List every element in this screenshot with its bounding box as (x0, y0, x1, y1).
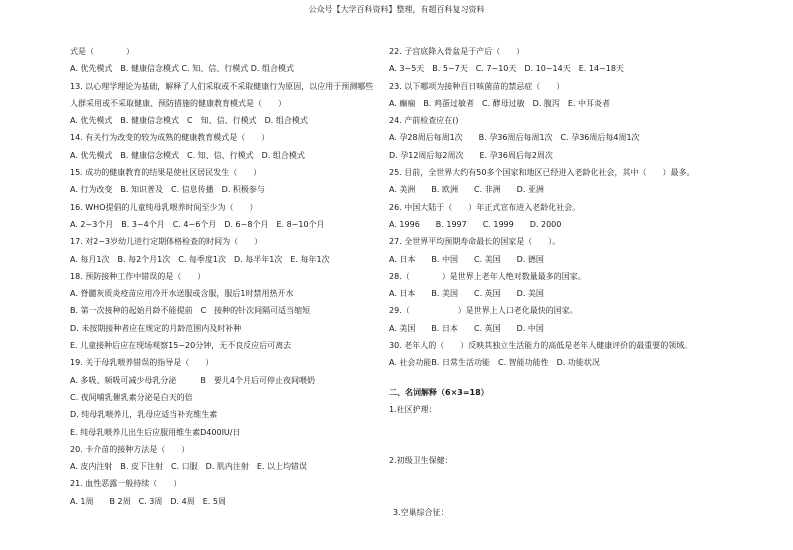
answer-space (389, 470, 729, 504)
question-line: A. 社会功能B. 日常生活功能 C. 智能功能性 D. 功能状况 (389, 358, 600, 368)
question-line: A. 优先模式 B. 健康信念模式 C. 知、信、行模式 D. 组合模式 (70, 64, 294, 74)
question-line: A. 日本 B. 美国 C. 英国 D. 美国 (389, 289, 544, 299)
question-line: A. 优先模式 B. 健康信念模式 C 知、信、行模式 D. 组合模式 (70, 116, 308, 126)
question-line: 24. 产前检查应在() (389, 116, 459, 126)
question-line: A. 孕28周后每周1次 B. 孕36周后每周1次 C. 孕36周后每4周1次 (389, 133, 640, 143)
right-column (389, 43, 729, 521)
question-line: 17. 对2~3岁幼儿进行定期体格检查的时间为（ ） (70, 237, 263, 247)
question-line: A. 1996 B. 1997 C. 1999 D. 2000 (389, 219, 562, 229)
question-line: 20. 卡介苗的接种方法是（ ） (70, 444, 190, 454)
question-line: 13. 以心理学理论为基础，解释了人们采取或不采取健康行为原因，以应用于预测哪些 (70, 81, 374, 91)
question-line: 23. 以下哪项为接种百日咳菌苗的禁忌症（ ） (389, 81, 565, 91)
question-line: D. 孕12周后每2周次 E. 孕36周后每2周次 (389, 150, 553, 160)
question-line: 16. WHO提倡的儿童纯母乳喂养时间至少为（ ） (70, 202, 258, 212)
question-line: D. 纯母乳喂养儿，乳母应适当补充维生素 (70, 410, 218, 420)
question-line: 14. 有关行为改变的较为成熟的健康教育模式是（ ） (70, 133, 270, 143)
question-line: 30. 老年人的（ ）反映其独立生活能力的高低是老年人健康评价的最重要的领域。 (389, 341, 693, 351)
question-line: A. 脊髓灰质炎疫苗应用冷开水送服或含服，服后1时禁用热开水 (70, 289, 294, 299)
question-line: A. 皮内注射 B. 皮下注射 C. 口服 D. 肌内注射 E. 以上均错误 (70, 462, 308, 472)
question-line: 26. 中国大陆于（ ）年正式宣布进入老龄化社会。 (389, 202, 581, 212)
question-line: E. 儿童接种后应在现场观察15~20分钟，无不良反应后可离去 (70, 341, 292, 351)
spacer (389, 372, 729, 384)
question-line: A. 癫痫 B. 鸡蛋过敏者 C. 酵母过敏 D. 腹泻 E. 中耳炎者 (389, 98, 611, 108)
question-line: C. 夜间哺乳催乳素分泌是白天的倍 (70, 392, 193, 402)
section-title: 二、名词解释（6×3=18） (389, 387, 489, 397)
question-line: 18. 预防接种工作中错误的是（ ） (70, 271, 206, 281)
question-line: 29.（ ）是世界上人口老化最快的国家。 (389, 306, 578, 316)
question-line: A. 优先模式 B. 健康信念模式 C. 知、信、行模式 D. 组合模式 (70, 150, 305, 160)
right-question-lines (389, 43, 729, 372)
question-line: A. 2~3个月 B. 3~4个月 C. 4~6个月 D. 6~8个月 E. 8~10个月 (70, 219, 325, 229)
question-line: 15. 成功的健康教育的结果是使社区居民发生（ ） (70, 168, 262, 178)
question-line: 22. 子宫底降入骨盆是于产后（ ） (389, 47, 525, 56)
question-line: 人群采用或不采取健康、预防措施的健康教育模式是（ ） (70, 98, 286, 108)
question-line: A. 美洲 B. 欧洲 C. 非洲 D. 亚洲 (389, 185, 544, 195)
question-line: A. 1周 B 2周 C. 3周 D. 4周 E. 5周 (70, 496, 226, 506)
question-line: B. 第一次接种的起始月龄不能提前 C 接种的针次间隔可适当缩短 (70, 306, 311, 316)
term-item: 2.初级卫生保健： (389, 456, 453, 466)
question-line: A. 美国 B. 日本 C. 英国 D. 中国 (389, 323, 544, 333)
term-item: 3.空巢综合征： (393, 507, 449, 517)
question-line: 式是（ ） (70, 47, 134, 56)
term-item: 1.社区护理： (389, 404, 437, 414)
question-line: 21. 血性恶露一般持续（ ） (70, 479, 182, 489)
page-header: 公众号【大学百科资料】整理，有超百科复习资料 (308, 5, 485, 14)
question-line: A. 行为改变 B. 知识普及 C. 信息传播 D. 积极参与 (70, 185, 265, 195)
question-line: 27. 全世界平均预期寿命最长的国家是（ ）。 (389, 237, 561, 247)
question-line: 28.（ ）是世界上老年人绝对数量最多的国家。 (389, 271, 586, 281)
answer-space (389, 418, 729, 452)
question-line: D. 未按期接种者应在规定的月龄范围内及时补种 (70, 323, 242, 333)
question-line: A. 日本 B. 中国 C. 美国 D. 德国 (389, 254, 544, 264)
question-line: A. 3~5天 B. 5~7天 C. 7~10天 D. 10~14天 E. 14~18天 (389, 64, 624, 74)
question-line: 25. 目前，全世界大约有50多个国家和地区已经进入老龄化社会，其中（ ）最多。 (389, 168, 695, 178)
question-line: A. 每月1次 B. 每2个月1次 C. 每季度1次 D. 每半年1次 E. 每年1次 (70, 254, 330, 264)
question-line: 19. 关于母乳喂养错误的指导是（ ） (70, 358, 214, 368)
question-line: E. 纯母乳喂养儿出生后应服用维生素D400IU/日 (70, 427, 241, 437)
question-line: A. 多吸、频吸可减少母乳分泌 B 要儿4个月后可停止夜间喂奶 (70, 375, 315, 385)
left-column (70, 43, 385, 510)
